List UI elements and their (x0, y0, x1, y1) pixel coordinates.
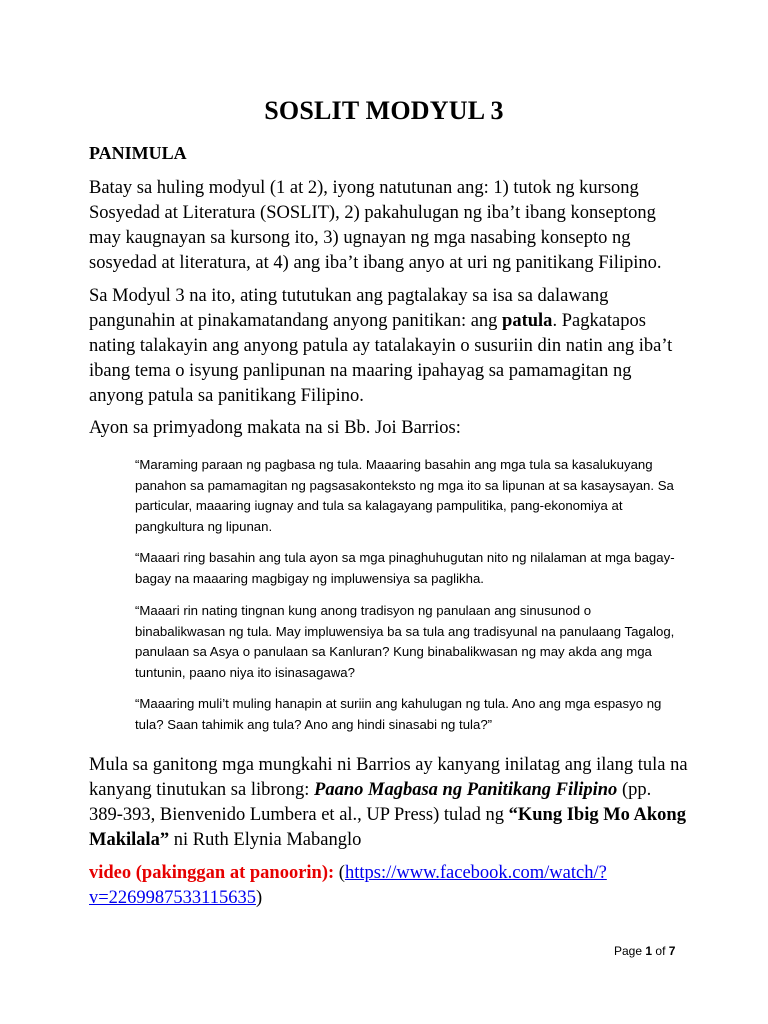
footer-page-word: Page (614, 944, 643, 958)
footer-page-total: 7 (668, 944, 676, 958)
page-footer (614, 944, 675, 958)
footer-page-number: 1 (645, 944, 653, 958)
video-open-paren: ( (334, 863, 345, 883)
focus-bold-term: patula (502, 311, 553, 331)
focus-paragraph (89, 284, 689, 409)
video-paragraph (89, 861, 689, 911)
reference-text-3: ni Ruth Elynia Mabanglo (169, 830, 362, 850)
poem-title: “Kung Ibig Mo Akong Makilala” (89, 805, 686, 850)
video-link[interactable]: https://www.facebook.com/watch/?v=2269987533115635 (89, 863, 607, 908)
reference-text-2: (pp. 389-393, Bienvenido Lumbera et al., UP Press) tulad ng (89, 780, 652, 825)
document-title: SOSLIT MODYUL 3 (264, 96, 504, 125)
video-label: video (pakinggan at panoorin): (89, 863, 335, 883)
quote-paragraph: “Maraming paraan ng pagbasa ng tula. Maaaring basahin ang mga tula sa kasalukuyang panahon sa pamamagitan ng pagsasakonteksto ng mga ito sa lipunan at sa kasaysayan. Sa particular, maaaring iugnay and tula sa kalagayang pampulitika, pang-ekonomiya at pangkultura ng lipunan. (135, 457, 674, 534)
quote-paragraph: “Maaari ring basahin ang tula ayon sa mga pinaghuhugutan nito ng nilalaman at mga bagay-bagay na maaaring magbigay ng impluwensiya sa paglikha. (135, 550, 675, 586)
quote-paragraph: “Maaari rin nating tingnan kung anong tradisyon ng panulaan ang sinusunod o binabalikwasan ng tula. May impluwensiya ba sa tula ang tradisyunal na panulaang Tagalog, panulaan sa Asya o panulaan sa Kanluran? Kung binabalikwasan ng may akda ang mga tuntunin, paano niya ito isinasagawa? (135, 603, 675, 680)
footer-of-word: of (655, 944, 666, 958)
reference-paragraph (89, 753, 689, 853)
reference-text-1: Mula sa ganitong mga mungkahi ni Barrios ay kanyang inilatag ang ilang tula na kanyang tinutukan sa librong: (89, 755, 688, 800)
focus-text-before: Sa Modyul 3 na ito, ating tututukan ang pagtalakay sa isa sa dalawang pangunahin at pinakamatandang anyong panitikan: ang (89, 286, 609, 331)
focus-text-after: . Pagkatapos nating talakayin ang anyong patula ay tatalakayin o susuriin din natin ang iba’t ibang tema o isyung panlipunan na maaring ipahayag sa pamamagitan ng anyong patula sa panitikang Filipino. (89, 311, 673, 406)
attribution-paragraph: Ayon sa primyadong makata na si Bb. Joi Barrios: (89, 418, 461, 438)
intro-paragraph: Batay sa huling modyul (1 at 2), iyong natutunan ang: 1) tutok ng kursong Sosyedad at Literatura (SOSLIT), 2) pakahulugan ng iba’t ibang konseptong may kaugnayan sa kursong ito, 3) ugnayan ng mga nasabing konsepto ng sosyedad at literatura, at 4) ang iba’t ibang anyo at uri ng panitikang Filipino. (89, 178, 662, 273)
book-title: Paano Magbasa ng Panitikang Filipino (314, 780, 618, 800)
video-close-paren: ) (256, 888, 263, 908)
quote-paragraph: “Maaaring muli’t muling hanapin at suriin ang kahulugan ng tula. Ano ang mga espasyo ng tula? Saan tahimik ang tula? Ano ang hindi sinasabi ng tula?” (135, 696, 662, 732)
section-heading: PANIMULA (89, 143, 187, 163)
